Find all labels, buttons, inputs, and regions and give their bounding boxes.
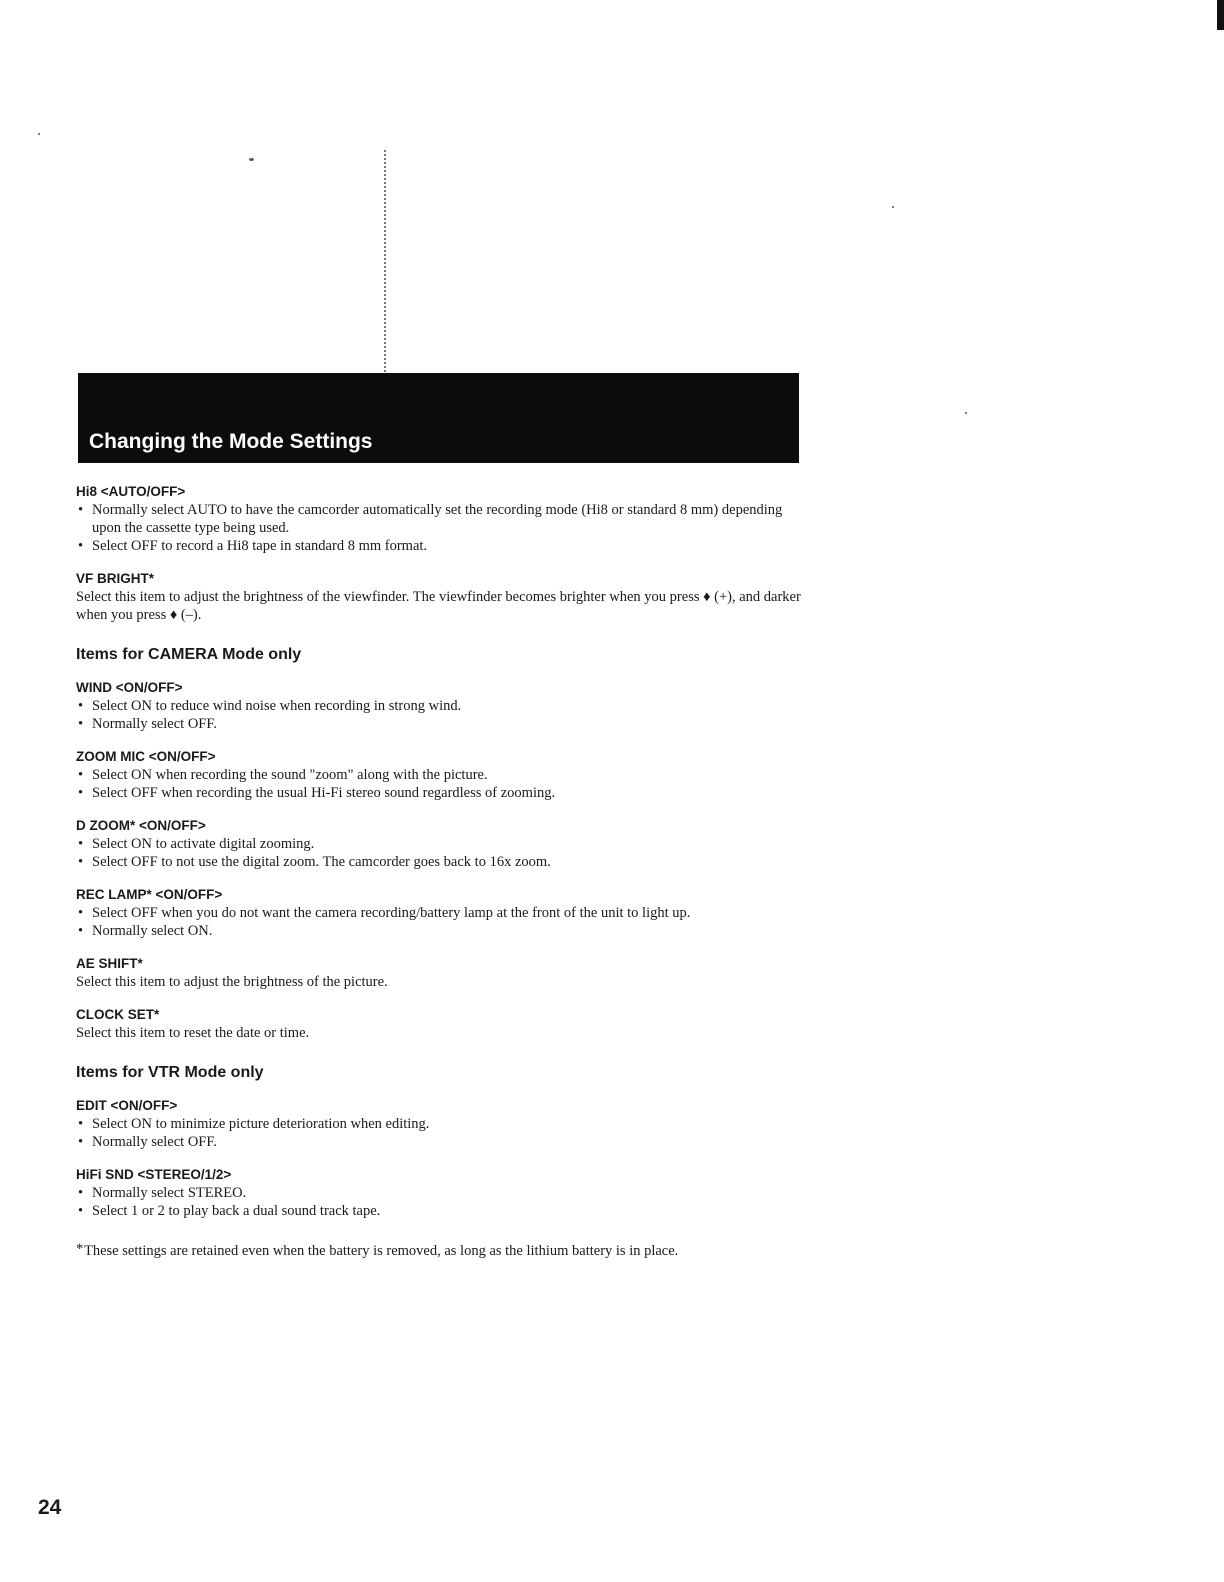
scan-speck (965, 412, 967, 414)
setting-label: VF BRIGHT* (76, 571, 155, 586)
bullet-item: • Normally select ON. (76, 922, 806, 940)
bullet-item: • Normally select OFF. (76, 1133, 806, 1151)
section-title-bar (78, 373, 799, 463)
setting-label: EDIT <ON/OFF> (76, 1098, 178, 1113)
setting-label: WIND <ON/OFF> (76, 680, 183, 695)
setting-hifi-snd (76, 1165, 806, 1220)
bullet-list (76, 501, 806, 555)
setting-label: Hi8 <AUTO/OFF> (76, 484, 186, 499)
setting-description: Select this item to adjust the brightness of the picture. (76, 974, 388, 990)
bullet-list (76, 766, 806, 802)
setting-label: ZOOM MIC <ON/OFF> (76, 749, 216, 764)
bullet-list (76, 1115, 806, 1151)
bullet-item: • Normally select STEREO. (76, 1184, 806, 1202)
bullet-list (76, 904, 806, 940)
scan-speck (249, 158, 254, 161)
setting-wind (76, 678, 806, 733)
setting-label: REC LAMP* <ON/OFF> (76, 887, 223, 902)
setting-edit (76, 1096, 806, 1151)
setting-label: D ZOOM* <ON/OFF> (76, 818, 206, 833)
scan-speck (38, 133, 40, 135)
page-title: Changing the Mode Settings (89, 430, 373, 453)
scan-speck (892, 206, 894, 208)
bullet-item: • Select ON to activate digital zooming. (76, 835, 806, 853)
setting-clock-set (76, 1005, 806, 1042)
setting-d-zoom (76, 816, 806, 871)
bullet-list (76, 1184, 806, 1220)
setting-label: AE SHIFT* (76, 956, 143, 971)
page-number: 24 (38, 1496, 62, 1519)
footnote-text: These settings are retained even when the battery is removed, as long as the lithium battery is in place. (84, 1243, 679, 1259)
bullet-item: • Select 1 or 2 to play back a dual sound track tape. (76, 1202, 806, 1220)
footnote-marker: * (76, 1241, 84, 1257)
setting-rec-lamp (76, 885, 806, 940)
camera-section-heading: Items for CAMERA Mode only (76, 646, 302, 663)
footnote (76, 1242, 806, 1260)
setting-description: Select this item to adjust the brightness of the viewfinder. The viewfinder becomes brighter when you press ♦ (+), and darker when you press ♦ (–). (76, 589, 801, 623)
setting-label: HiFi SND <STEREO/1/2> (76, 1167, 232, 1182)
bullet-list (76, 697, 806, 733)
setting-vf-bright (76, 569, 806, 624)
setting-hi8 (76, 482, 806, 555)
page-edge-mark (1217, 0, 1224, 30)
bullet-item: • Select ON when recording the sound "zoom" along with the picture. (76, 766, 806, 784)
setting-zoom-mic (76, 747, 806, 802)
bullet-item: • Select ON to minimize picture deterioration when editing. (76, 1115, 806, 1133)
settings-content (76, 482, 806, 1260)
setting-ae-shift (76, 954, 806, 991)
bullet-item: • Select OFF to record a Hi8 tape in standard 8 mm format. (76, 537, 806, 555)
bullet-item: • Select OFF when recording the usual Hi-Fi stereo sound regardless of zooming. (76, 784, 806, 802)
setting-label: CLOCK SET* (76, 1007, 160, 1022)
vtr-section-heading: Items for VTR Mode only (76, 1064, 264, 1081)
dotted-rule (384, 150, 386, 372)
bullet-item: • Select OFF when you do not want the camera recording/battery lamp at the front of the unit to light up. (76, 904, 806, 922)
bullet-item: • Select OFF to not use the digital zoom. The camcorder goes back to 16x zoom. (76, 853, 806, 871)
bullet-item: • Normally select AUTO to have the camcorder automatically set the recording mode (Hi8 or standard 8 mm) depending upon the cassette type being used. (76, 501, 806, 537)
bullet-list (76, 835, 806, 871)
bullet-item: • Select ON to reduce wind noise when recording in strong wind. (76, 697, 806, 715)
bullet-item: • Normally select OFF. (76, 715, 806, 733)
setting-description: Select this item to reset the date or time. (76, 1025, 310, 1041)
